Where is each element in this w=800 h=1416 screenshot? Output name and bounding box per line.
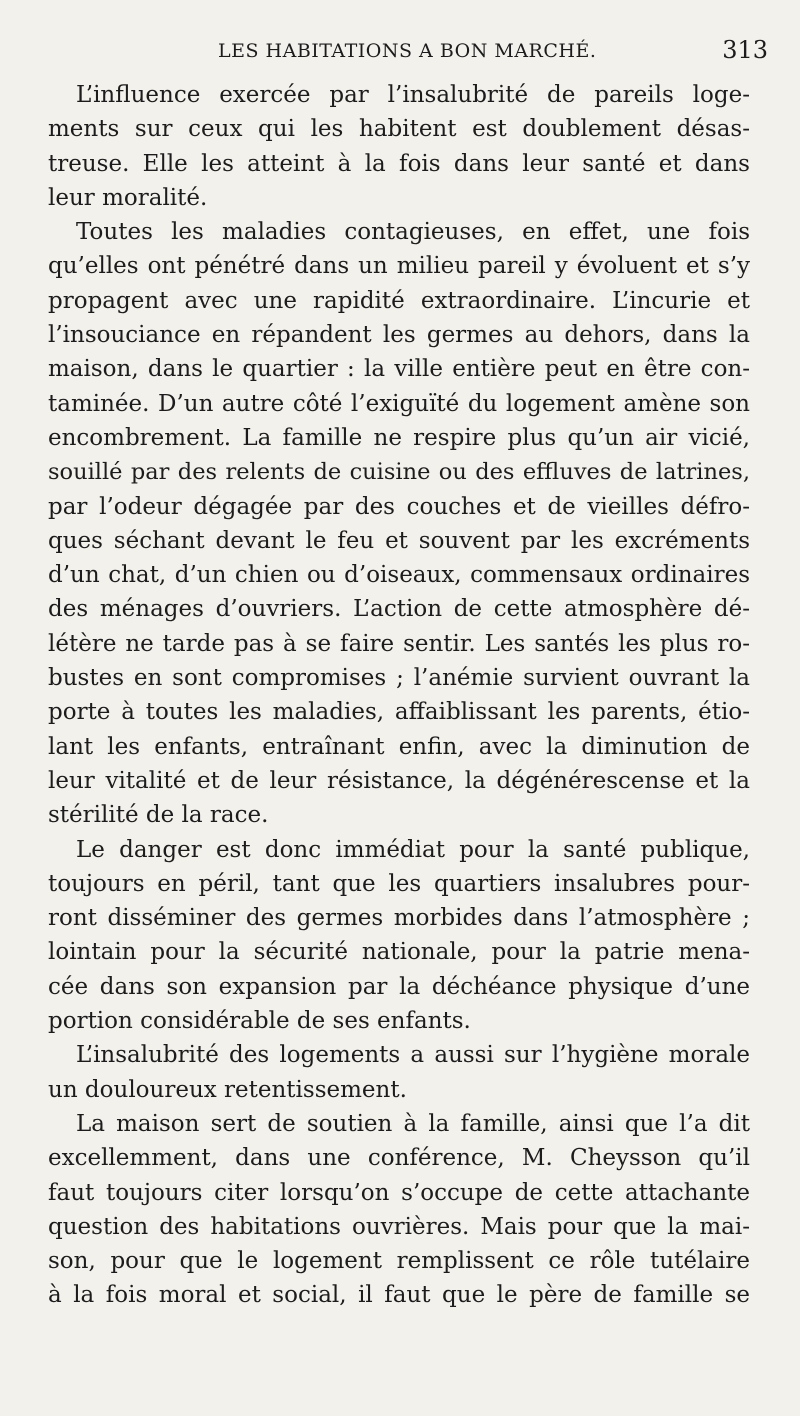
text-line: toujours en péril, tant que les quartiers insalubres pour- <box>48 870 750 897</box>
text-line: faut toujours citer lorsqu’on s’occupe de cette attachante <box>48 1179 750 1206</box>
text-line: ques séchant devant le feu et souvent par les excréments <box>48 527 750 554</box>
text-line: encombrement. La famille ne respire plus qu’un air vicié, <box>48 424 750 451</box>
text-line: souillé par des relents de cuisine ou des effluves de latrines, <box>48 459 750 486</box>
text-line: des ménages d’ouvriers. L’action de cette atmosphère dé- <box>48 596 750 623</box>
text-line: propagent avec une rapidité extraordinaire. L’incurie et <box>48 287 750 314</box>
text-line: leur moralité. <box>48 184 208 211</box>
text-line: ront disséminer des germes morbides dans l’atmosphère ; <box>48 905 750 932</box>
running-head <box>78 36 768 72</box>
text-line: d’un chat, d’un chien ou d’oiseaux, commensaux ordinaires <box>48 562 750 589</box>
page-number: 313 <box>722 36 768 64</box>
text-line: Le danger est donc immédiat pour la santé publique, <box>76 836 750 863</box>
text-line: lant les enfants, entraînant enfin, avec la diminution de <box>48 733 750 760</box>
text-line: bustes en sont compromises ; l’anémie survient ouvrant la <box>48 665 750 692</box>
text-line: La maison sert de soutien à la famille, ainsi que l’a dit <box>76 1110 750 1137</box>
body-text <box>48 78 750 1313</box>
text-line: son, pour que le logement remplissent ce rôle tutélaire <box>48 1248 750 1275</box>
text-line: un douloureux retentissement. <box>48 1076 407 1103</box>
text-line: à la fois moral et social, il faut que le père de famille se <box>48 1282 750 1309</box>
text-line: cée dans son expansion par la déchéance physique d’une <box>48 973 750 1000</box>
text-line: L’insalubrité des logements a aussi sur l’hygiène morale <box>76 1042 750 1069</box>
text-line: excellemment, dans une conférence, M. Cheysson qu’il <box>48 1145 750 1172</box>
text-line: Toutes les maladies contagieuses, en effet, une fois <box>76 219 750 246</box>
text-line: l’insouciance en répandent les germes au dehors, dans la <box>48 322 750 349</box>
text-line: létère ne tarde pas à se faire sentir. Les santés les plus ro- <box>48 630 750 657</box>
text-line: treuse. Elle les atteint à la fois dans leur santé et dans <box>48 150 750 177</box>
text-line: maison, dans le quartier : la ville entière peut en être con- <box>48 356 750 383</box>
running-title: LES HABITATIONS A BON MARCHÉ. <box>218 40 597 62</box>
text-line: qu’elles ont pénétré dans un milieu pareil y évoluent et s’y <box>48 253 750 280</box>
text-line: portion considérable de ses enfants. <box>48 1008 471 1035</box>
text-line: stérilité de la race. <box>48 802 269 829</box>
text-line: lointain pour la sécurité nationale, pour la patrie mena- <box>48 939 750 966</box>
text-line: leur vitalité et de leur résistance, la dégénérescense et la <box>48 767 750 794</box>
text-line: taminée. D’un autre côté l’exiguïté du logement amène son <box>48 390 750 417</box>
text-line: par l’odeur dégagée par des couches et de vieilles défro- <box>48 493 750 520</box>
text-line: porte à toutes les maladies, affaiblissant les parents, étio- <box>48 699 750 726</box>
text-line: question des habitations ouvrières. Mais pour que la mai- <box>48 1213 750 1240</box>
text-line: ments sur ceux qui les habitent est doublement désas- <box>48 116 750 143</box>
text-line: L’influence exercée par l’insalubrité de pareils loge- <box>76 82 750 108</box>
